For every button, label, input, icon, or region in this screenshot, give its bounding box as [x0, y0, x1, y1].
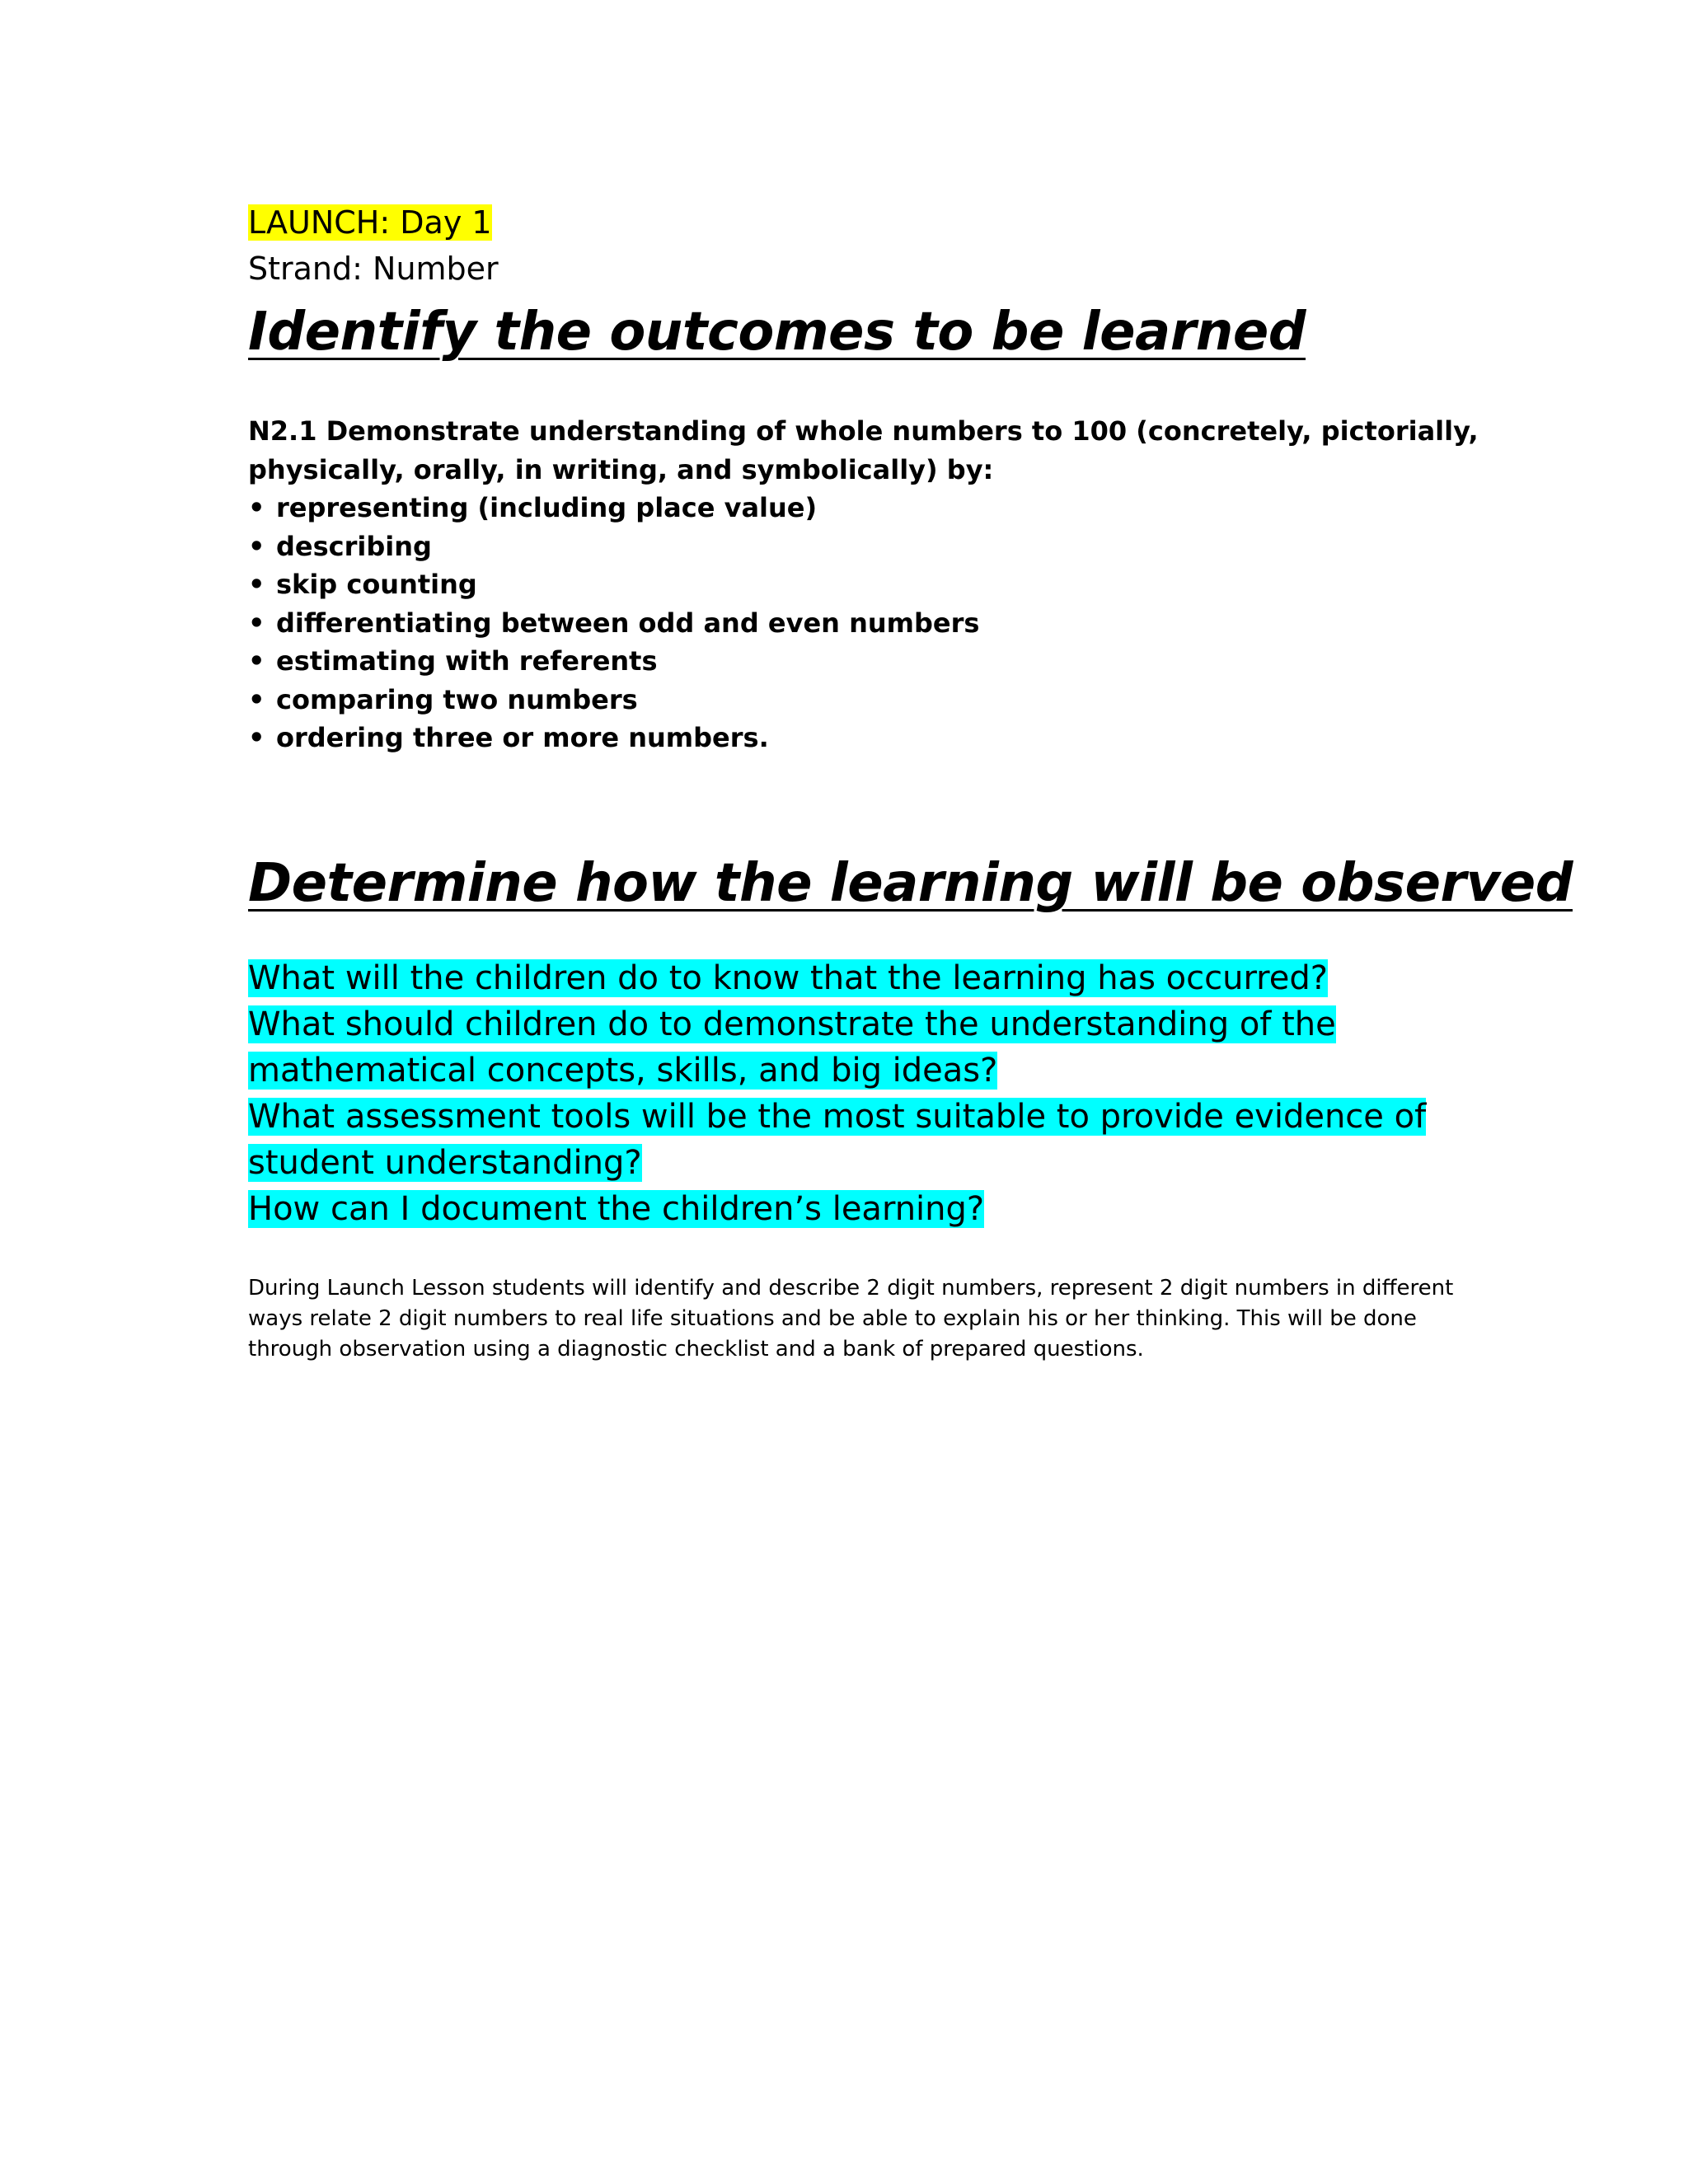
paragraph-line: During Launch Lesson students will identify and describe 2 digit numbers, represent 2 digit numbers in different [248, 1275, 1454, 1301]
bullet-item [248, 527, 1443, 566]
bullet-item [248, 642, 1443, 681]
question-line: What will the children do to know that the learning has occurred? [248, 958, 1328, 997]
outcome-bullet-list [248, 489, 1443, 757]
question-line: What assessment tools will be the most suitable to provide evidence of [248, 1097, 1427, 1136]
launch-label: LAUNCH: Day 1 [248, 204, 492, 241]
launch-lesson-paragraph [248, 1273, 1454, 1365]
question-line: How can I document the children’s learning? [248, 1189, 985, 1228]
bullet-text: comparing two numbers [276, 683, 638, 715]
bullet-item [248, 565, 1443, 604]
bullet-item [248, 604, 1443, 643]
bullet-glyph: • [248, 607, 265, 639]
launch-label-line [248, 199, 1443, 246]
page-content [248, 199, 1573, 1365]
bullet-glyph: • [248, 569, 265, 600]
bullet-item [248, 681, 1443, 719]
bullet-text: estimating with referents [276, 645, 658, 677]
bullet-glyph: • [248, 645, 265, 677]
question-line: student understanding? [248, 1143, 642, 1182]
guiding-questions [248, 955, 1443, 1232]
question-line: mathematical concepts, skills, and big ideas? [248, 1051, 998, 1090]
strand-label: Strand: Number [248, 251, 499, 287]
bullet-text: ordering three or more numbers. [276, 722, 769, 753]
paragraph-line: ways relate 2 digit numbers to real life situations and be able to explain his or her thinking. This will be done [248, 1305, 1417, 1331]
outcome-block [248, 412, 1479, 757]
observation-heading: Determine how the learning will be observed [248, 852, 1573, 914]
question-line: What should children do to demonstrate the understanding of the [248, 1005, 1336, 1043]
bullet-text: skip counting [276, 569, 477, 600]
bullet-item [248, 719, 1443, 757]
bullet-text: describing [276, 530, 432, 562]
bullet-item [248, 489, 1443, 527]
outcomes-heading: Identify the outcomes to be learned [248, 302, 1306, 363]
outcome-line: N2.1 Demonstrate understanding of whole numbers to 100 (concretely, pictorially, [248, 415, 1479, 447]
bullet-glyph: • [248, 530, 265, 562]
bullet-glyph: • [248, 722, 265, 753]
bullet-text: representing (including place value) [276, 492, 818, 523]
bullet-glyph: • [248, 683, 265, 715]
bullet-glyph: • [248, 492, 265, 523]
bullet-text: differentiating between odd and even numbers [276, 607, 980, 639]
outcome-line: physically, orally, in writing, and symbolically) by: [248, 453, 994, 485]
paragraph-line: through observation using a diagnostic checklist and a bank of prepared questions. [248, 1336, 1144, 1361]
